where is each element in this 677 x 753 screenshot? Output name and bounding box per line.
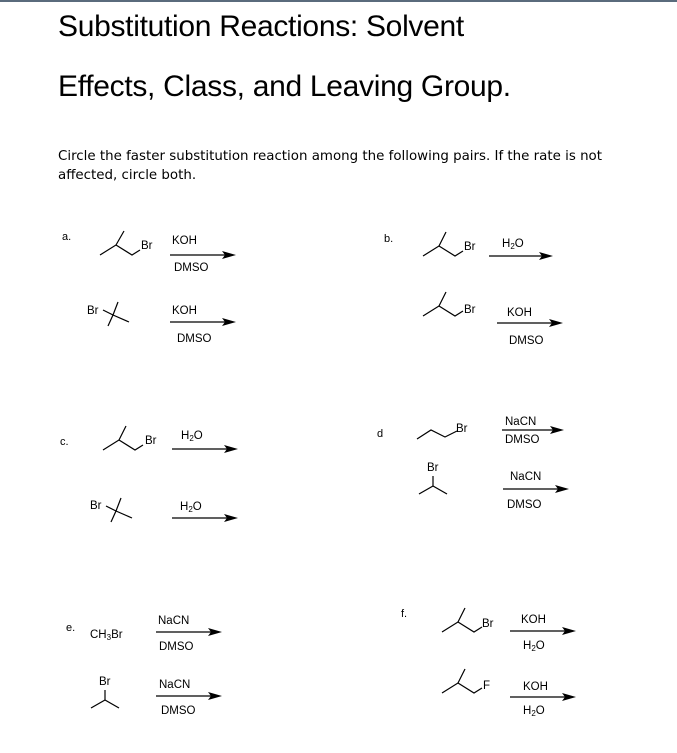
isobutyl-bromide-structure bbox=[98, 228, 146, 258]
reaction-arrow bbox=[156, 690, 226, 702]
reagent-water: $H_2O$ bbox=[181, 430, 203, 443]
reaction-arrow bbox=[156, 626, 226, 638]
reaction-arrow bbox=[510, 691, 580, 703]
problem-label: a. bbox=[62, 231, 72, 243]
reagent: KOH bbox=[172, 305, 197, 317]
tert-butyl-bromide-structure bbox=[96, 298, 136, 328]
substituent-br: Br bbox=[90, 500, 102, 512]
substituent-f: F bbox=[483, 680, 491, 692]
problem-label: f. bbox=[401, 608, 408, 620]
isopropyl-bromide-structure bbox=[88, 688, 124, 712]
problem-label: d bbox=[377, 428, 384, 440]
reagent: KOH bbox=[521, 614, 546, 626]
problem-label: c. bbox=[60, 436, 69, 448]
reagent: NaCN bbox=[159, 679, 191, 691]
reaction-arrow bbox=[172, 443, 242, 455]
isobutyl-bromide-structure bbox=[101, 423, 149, 453]
substituent-br: Br bbox=[87, 305, 99, 317]
instructions: Circle the faster substitution reaction among the following pairs. If the rate is not affected, circle both. bbox=[58, 149, 603, 183]
substituent-br: Br bbox=[141, 240, 153, 252]
isobutyl-bromide-structure bbox=[440, 605, 488, 635]
reagent-water: $H_2O$ bbox=[180, 501, 202, 514]
solvent: DMSO bbox=[161, 705, 196, 717]
reagent: NaCN bbox=[510, 471, 542, 483]
methyl-bromide-formula: $CH_3Br$ bbox=[90, 629, 123, 642]
top-border bbox=[0, 0, 677, 2]
solvent: DMSO bbox=[505, 434, 540, 446]
reaction-arrow bbox=[170, 316, 240, 328]
isobutyl-fluoride-structure bbox=[440, 666, 491, 696]
reaction-arrow bbox=[510, 625, 580, 637]
reaction-arrow bbox=[489, 250, 559, 262]
problem-label: b. bbox=[384, 233, 394, 245]
reaction-arrow bbox=[497, 317, 567, 329]
reaction-arrow bbox=[170, 249, 240, 261]
solvent: DMSO bbox=[174, 262, 209, 274]
page-title-line-1: Substitution Reactions: Solvent bbox=[58, 10, 464, 43]
solvent: DMSO bbox=[507, 499, 542, 511]
isobutyl-bromide-structure bbox=[421, 289, 469, 319]
page-title-line-2: Effects, Class, and Leaving Group. bbox=[58, 70, 511, 103]
reaction-arrow bbox=[172, 512, 242, 524]
reagent: NaCN bbox=[505, 416, 537, 428]
reagent-water: $H_2O$ bbox=[502, 238, 524, 251]
tert-butyl-bromide-structure bbox=[99, 494, 139, 524]
isobutyl-bromide-structure bbox=[421, 229, 469, 259]
isopropyl-bromide-structure bbox=[416, 474, 452, 498]
substituent-br: Br bbox=[99, 676, 111, 688]
reaction-arrow bbox=[503, 483, 573, 495]
substituent-br: Br bbox=[482, 618, 494, 630]
substituent-br: Br bbox=[464, 304, 476, 316]
substituent-br: Br bbox=[427, 462, 439, 474]
problem-label: e. bbox=[66, 622, 76, 634]
solvent: DMSO bbox=[177, 333, 212, 345]
reagent: NaCN bbox=[158, 615, 190, 627]
solvent: DMSO bbox=[509, 335, 544, 347]
substituent-br: Br bbox=[145, 435, 157, 447]
reagent: KOH bbox=[523, 681, 548, 693]
substituent-br: Br bbox=[456, 423, 468, 435]
reagent: KOH bbox=[507, 307, 532, 319]
reagent: KOH bbox=[172, 235, 197, 247]
solvent: DMSO bbox=[159, 641, 194, 653]
solvent-water: $H_2O$ bbox=[523, 705, 545, 718]
solvent-water: $H_2O$ bbox=[523, 640, 545, 653]
substituent-br: Br bbox=[464, 241, 476, 253]
